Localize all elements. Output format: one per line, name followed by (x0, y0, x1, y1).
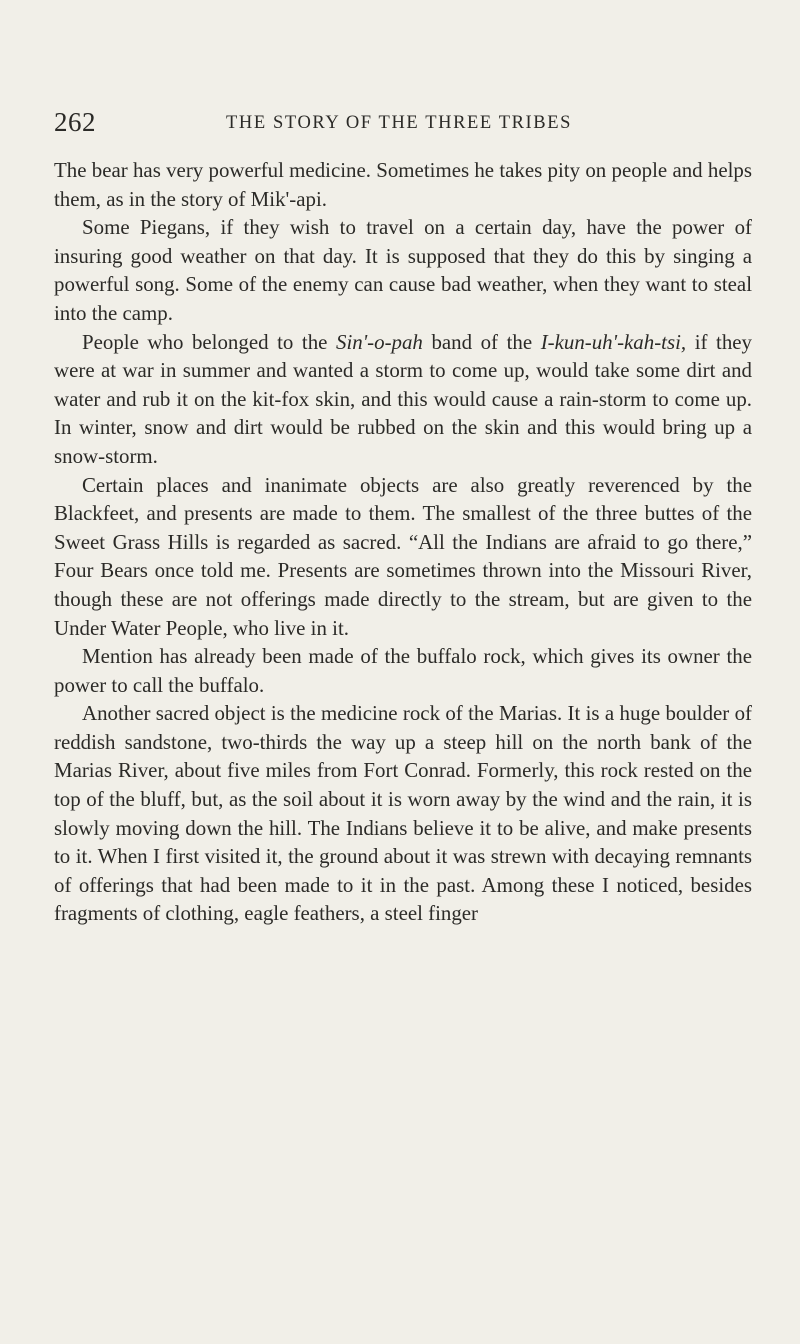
paragraph-storm-ritual (54, 328, 752, 471)
paragraph-piegan-weather: Some Piegans, if they wish to travel on a certain day, have the power of insuring good weather on that day. It is supposed that they do this by singing a powerful song. Some of the enemy can cause bad weather, when they want to steal into the camp. (54, 215, 752, 325)
storm-ritual-text-end: if they were at war in summer and wanted a storm to come up, would take some dirt and water and rub it on the kit-fox skin, and this would cause a rain-storm to come up. In winter, snow and dirt would be rubbed on the skin and this would bring up a snow-storm. (54, 329, 752, 468)
paragraph-bear-medicine: The bear has very powerful medicine. Sometimes he takes pity on people and helps them, as in the story of Mik'-api. (54, 158, 752, 211)
running-title: THE STORY OF THE THREE TRIBES (226, 113, 573, 133)
paragraph-sacred-places: Certain places and inanimate objects are also greatly reverenced by the Blackfeet, and presents are made to them. The smallest of the three buttes of the Sweet Grass Hills is regarded as sacred. “All the Indians are afraid to go there,” Four Bears once told me. Presents are sometimes thrown into the Missouri River, though these are not offerings made directly to the stream, but are given to the Under Water People, who live in it. (54, 472, 752, 640)
storm-ritual-text-start: People who belonged to the (82, 329, 337, 354)
page-body (54, 156, 752, 928)
page-number: 262 (54, 107, 96, 137)
tribe-name-italic: I-kun-uh'-kah-tsi, (540, 329, 687, 354)
paragraph-medicine-rock: Another sacred object is the medicine rock of the Marias. It is a huge boulder of reddish sandstone, two-thirds the way up a steep hill on the north bank of the Marias River, about five miles from Fort Conrad. Formerly, this rock rested on the top of the bluff, but, as the soil about it is worn away by the wind and the rain, it is slowly moving down the hill. The Indians believe it to be alive, and make presents to it. When I first visited it, the ground about it was strewn with decaying remnants of offerings that had been made to it in the past. Among these I noticed, besides fragments of clothing, eagle feathers, a steel finger (54, 701, 752, 926)
storm-ritual-text-middle: band of the (422, 329, 541, 354)
band-name-italic: Sin'-o-pah (336, 329, 423, 354)
paragraph-buffalo-rock: Mention has already been made of the buffalo rock, which gives its owner the power to call the buffalo. (54, 644, 752, 697)
page-header (54, 105, 754, 139)
